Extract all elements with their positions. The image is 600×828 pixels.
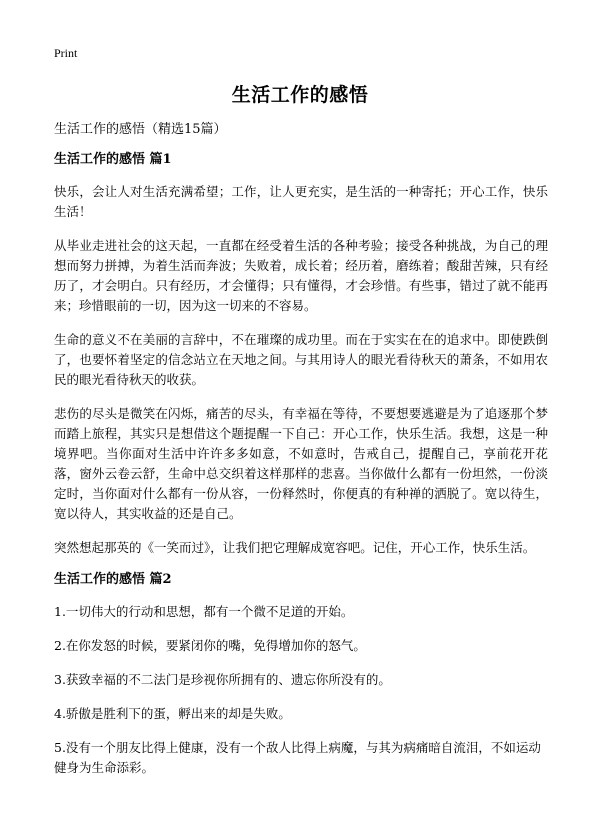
list-item: 4.骄傲是胜利下的蛋，孵出来的却是失败。 <box>54 706 291 721</box>
list-item: 2.在你发怒的时候，要紧闭你的嘴，免得增加你的怒气。 <box>54 638 366 653</box>
document-subtitle: 生活工作的感悟（精选15篇） <box>54 122 227 137</box>
paragraph: 从毕业走进社会的这天起，一直都在经受着生活的各种考验；接受各种挑战，为自己的理想而努力拼搏，为着生活而奔波；失败着，成长着；经历着，磨练着；酸甜苦辣，只有经历了，才会明白。只有经历，才会懂得；只有懂得，才会珍惜。有些事，错过了就不能再来；珍惜眼前的一切，因为这一切来的不容易。 <box>54 238 548 313</box>
paragraph: 快乐，会让人对生活充满希望；工作，让人更充实，是生活的一种寄托；开心工作，快乐生活！ <box>54 184 548 219</box>
list-item: 5.没有一个朋友比得上健康，没有一个敌人比得上病魔，与其为病痛暗自流泪，不如运动健身为生命添彩。 <box>54 740 541 775</box>
document-body <box>54 122 548 792</box>
list-item: 3.获致幸福的不二法门是珍视你所拥有的、遗忘你所没有的。 <box>54 672 391 687</box>
print-link[interactable]: Print <box>54 46 78 60</box>
section-heading-1: 生活工作的感悟 篇1 <box>54 152 172 167</box>
list-item: 1.一切伟大的行动和思想，都有一个微不足道的开始。 <box>54 604 354 619</box>
section-heading-2: 生活工作的感悟 篇2 <box>54 572 172 587</box>
page-title: 生活工作的感悟 <box>231 84 369 106</box>
paragraph: 悲伤的尽头是微笑在闪烁，痛苦的尽头，有幸福在等待，不要想要逃避是为了追逐那个梦而踏上旅程，其实只是想借这个题提醒一下自己：开心工作，快乐生活。我想，这是一种境界吧。当你面对生活中许许多多如意，不如意时，告戒自己，提醒自己，享前花开花落，窗外云卷云舒，生命中总交织着这样那样的悲喜。当你做什么都有一份坦然，一份淡定时，当你面对什么都有一份从容，一份释然时，你便真的有种禅的洒脱了。宽以待生，宽以待人，其实收益的还是自己。 <box>54 406 548 521</box>
paragraph: 生命的意义不在美丽的言辞中，不在璀璨的成功里。而在于实实在在的追求中。即使跌倒了，也要怀着坚定的信念站立在天地之间。与其用诗人的眼光看待秋天的萧条，不如用农民的眼光看待秋天的收获。 <box>54 332 548 387</box>
paragraph: 突然想起那英的《一笑而过》，让我们把它理解成宽容吧。记住，开心工作，快乐生活。 <box>54 540 536 555</box>
